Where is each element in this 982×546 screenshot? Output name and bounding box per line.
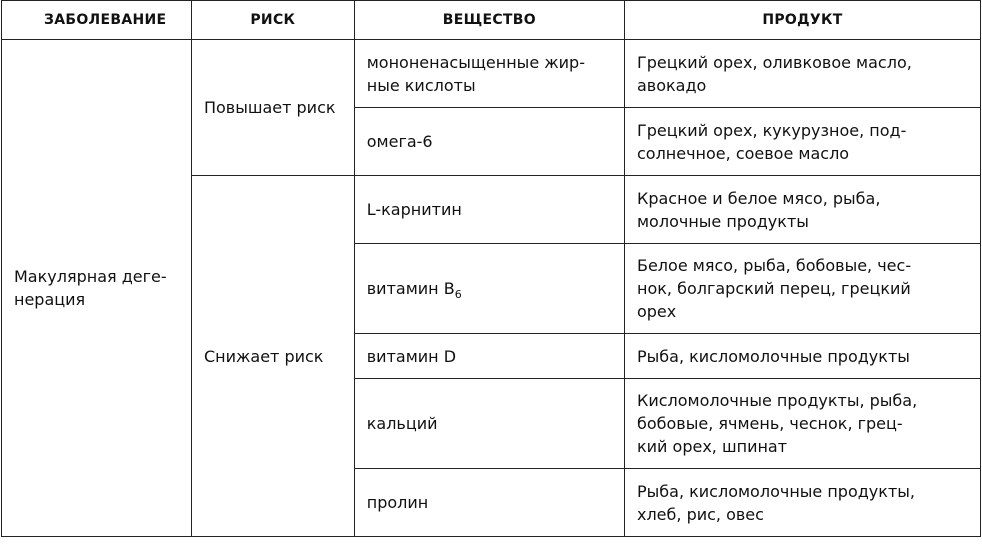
disease-line: нерация (14, 290, 86, 309)
substance-line: омега-6 (366, 132, 433, 151)
product-line: бобовые, ячмень, чеснок, грец- (636, 414, 903, 433)
table-row (2, 40, 981, 108)
disease-cell (2, 40, 192, 537)
substance-line: кальций (366, 414, 438, 433)
product-line: Грецкий орех, кукурузное, под- (636, 120, 907, 140)
substance-cell (354, 379, 624, 469)
product-line: Красное и белое мясо, рыба, (636, 188, 881, 208)
product-line: солнечное, соевое масло (636, 143, 850, 163)
substance-line: пролин (366, 493, 429, 512)
product-line: молочные продукты (636, 211, 809, 231)
substance-line: L-карнитин (366, 200, 462, 219)
product-line: орех (636, 302, 677, 321)
product-cell (624, 108, 980, 176)
header-risk: РИСК (191, 1, 354, 40)
product-line: нок, болгарский перец, грецкий (636, 279, 911, 298)
header-substance: ВЕЩЕСТВО (354, 1, 624, 40)
substance-cell (354, 469, 624, 537)
product-cell (624, 469, 980, 537)
substance-main: витамин B (366, 279, 455, 298)
substance-line: витамин D (366, 346, 457, 366)
product-line: хлеб, рис, овес (636, 504, 764, 524)
product-line: авокадо (636, 75, 707, 95)
product-line: Грецкий орех, оливковое масло, (636, 52, 912, 72)
product-line: кий орех, шпинат (636, 437, 788, 456)
substance-cell (354, 176, 624, 244)
product-line: Белое мясо, рыба, бобовые, чес- (636, 256, 912, 275)
substance-cell (354, 244, 624, 334)
substance-cell (354, 40, 624, 108)
product-cell (624, 176, 980, 244)
product-cell (624, 244, 980, 334)
product-line: Рыба, кисломолочные продукты, (636, 481, 915, 501)
header-product: ПРОДУКТ (624, 1, 980, 40)
product-cell (624, 40, 980, 108)
substance-cell (354, 334, 624, 379)
substance-line (367, 277, 612, 300)
nutrition-risk-table (1, 0, 981, 537)
risk-cell-increase: Повышает риск (191, 40, 354, 176)
substance-cell (354, 108, 624, 176)
header-disease: ЗАБОЛЕВАНИЕ (2, 1, 192, 40)
product-cell (624, 379, 980, 469)
disease-line: Макулярная деге- (14, 267, 167, 286)
header-row (2, 1, 981, 40)
risk-cell-decrease: Снижает риск (191, 176, 354, 537)
substance-line: ные кислоты (366, 75, 476, 95)
substance-subscript: 6 (454, 288, 462, 302)
product-cell (624, 334, 980, 379)
product-line: Кисломолочные продукты, рыба, (636, 391, 918, 410)
substance-line: мононенасыщенные жир- (366, 52, 585, 72)
product-line: Рыба, кисломолочные продукты (636, 346, 910, 366)
